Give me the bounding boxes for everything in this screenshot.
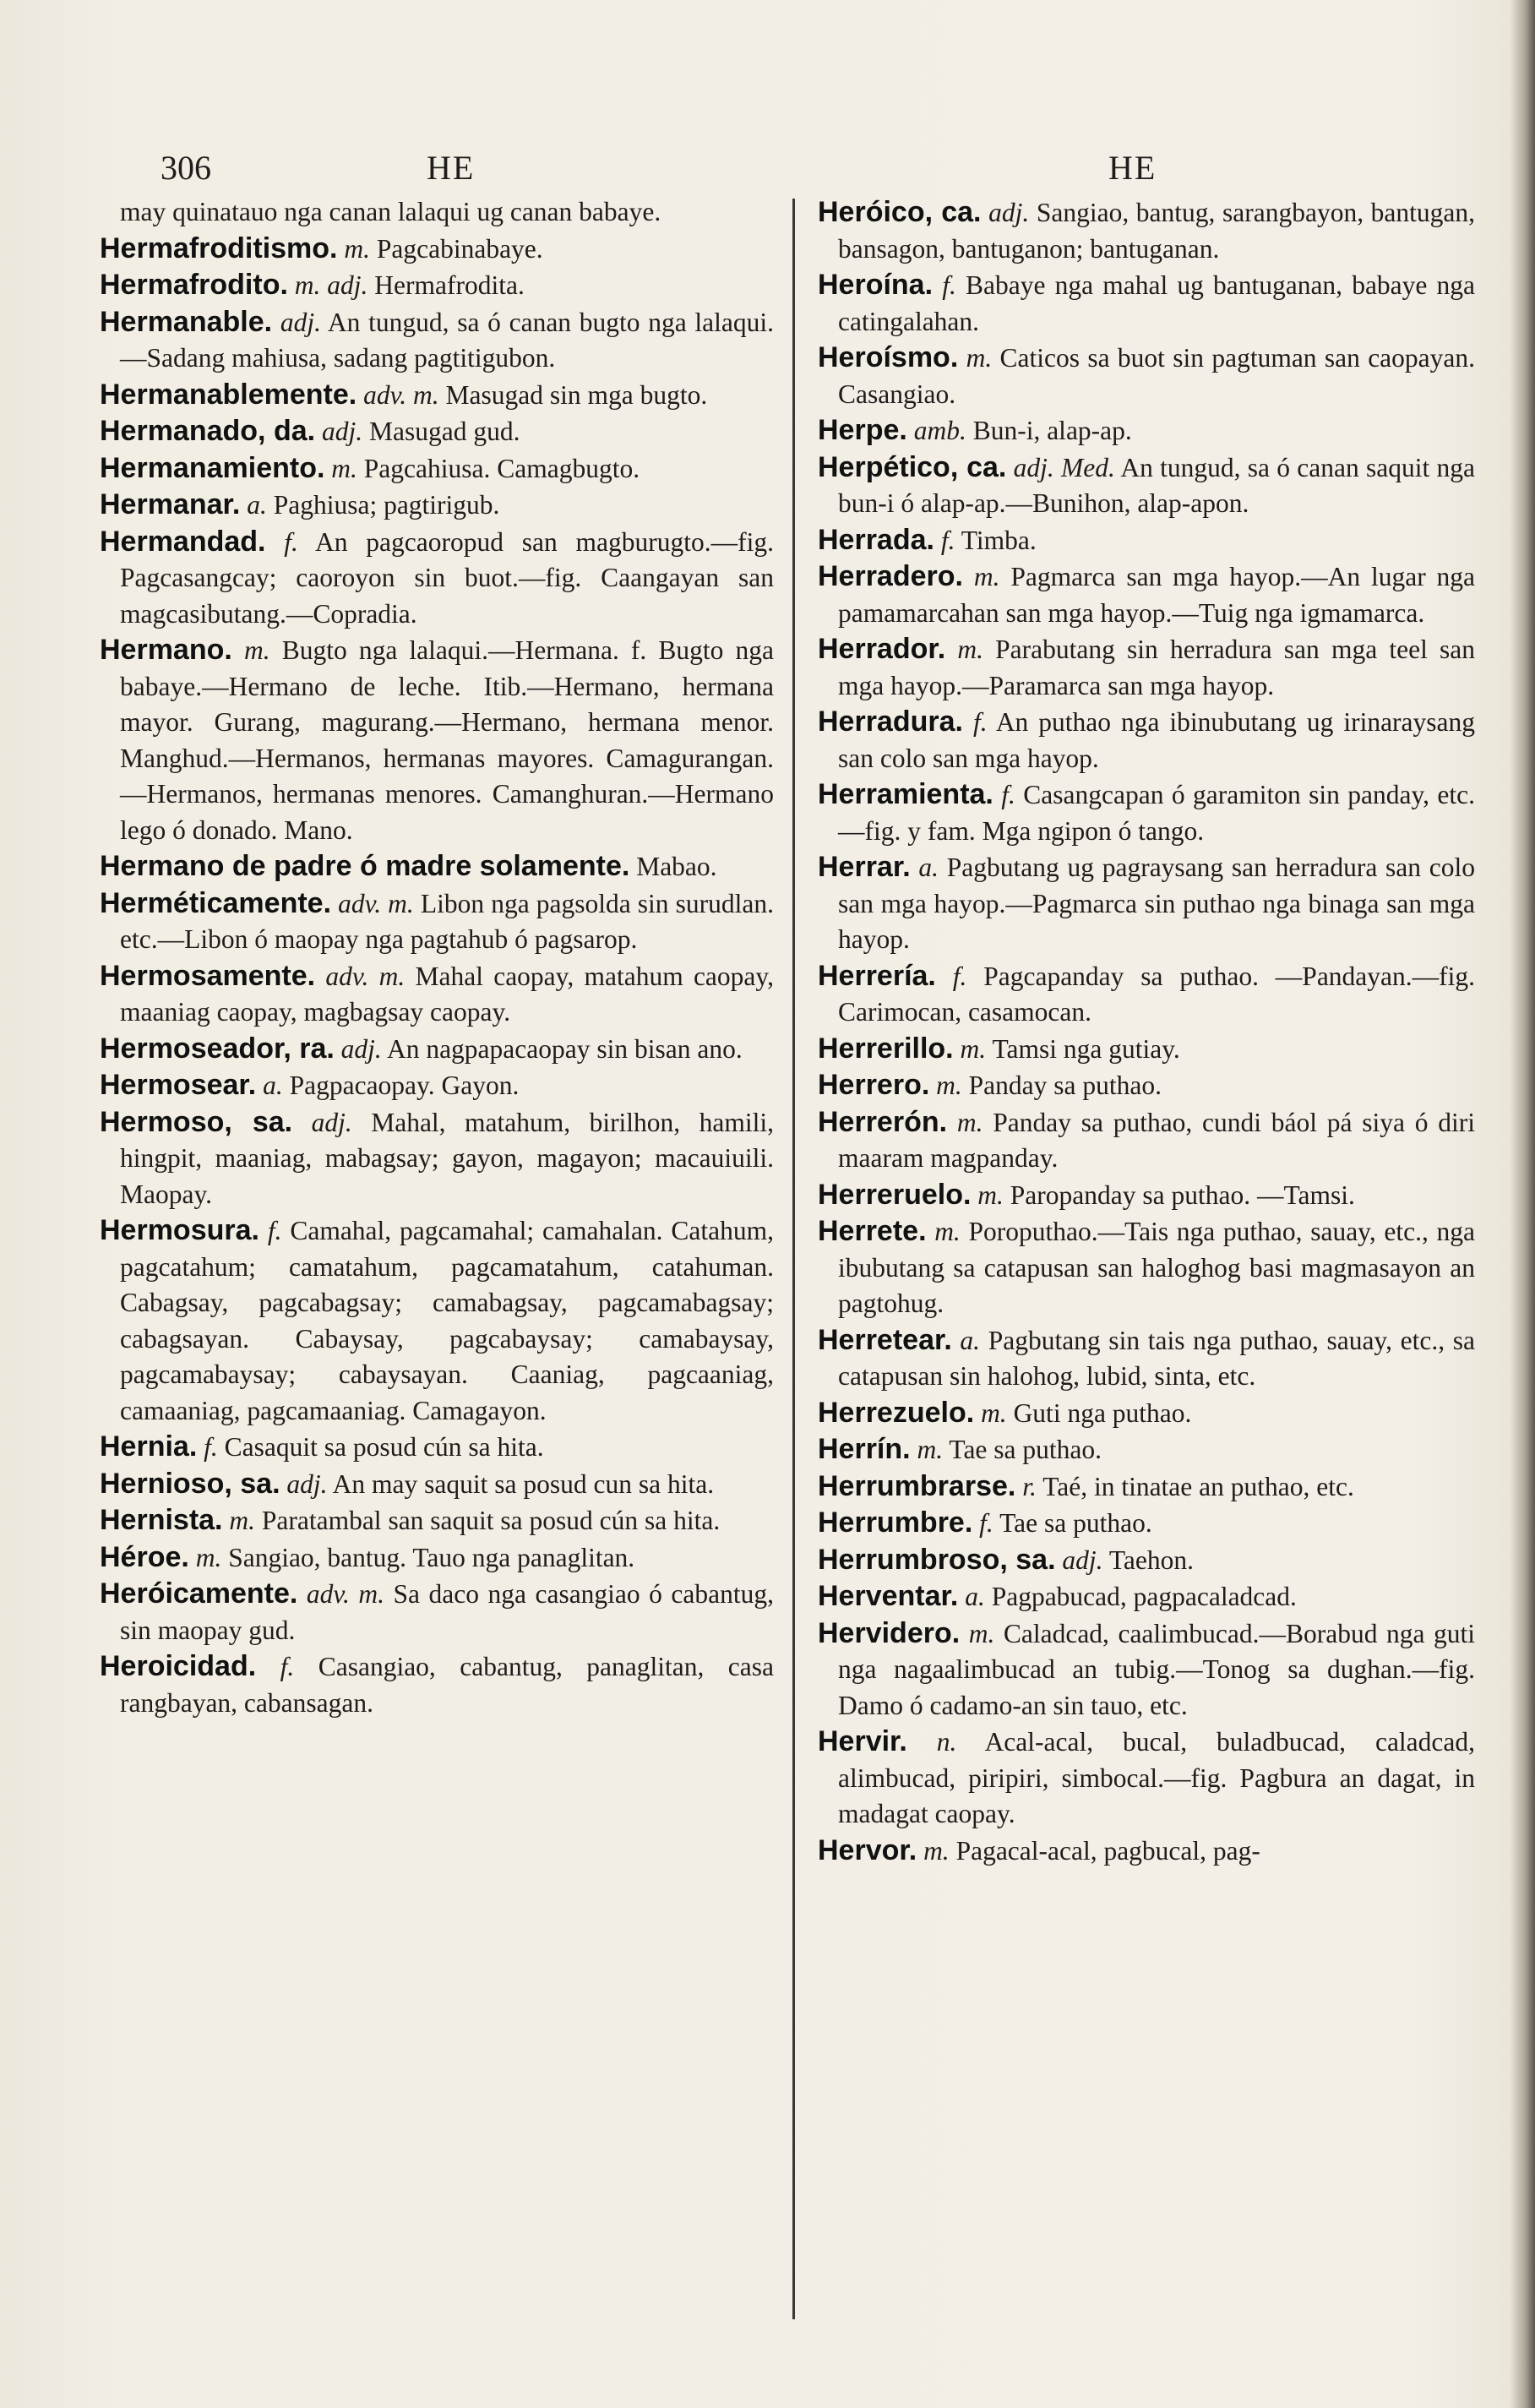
dictionary-entry	[818, 1322, 1475, 1395]
entry-grammar: adv. m.	[306, 1579, 384, 1609]
entry-headword: Heróico, ca.	[818, 196, 982, 228]
entry-grammar: a.	[965, 1582, 985, 1611]
entry-grammar: m.	[960, 1033, 987, 1064]
entry-grammar: adj.	[286, 1468, 328, 1499]
entry-definition: An tungud, sa ó canan saquit nga bun-i ó alap-ap.—Bunihon, alap-apon.	[838, 452, 1475, 518]
entry-headword: Hermafroditismo.	[100, 232, 338, 264]
entry-definition: Mahal, matahum, birilhon, hamili, hingpit, maaniag, mabagsay; gayon, magayon; macauiuili. Maopay.	[120, 1107, 775, 1209]
entry-headword: Hermano de padre ó madre solamente.	[100, 850, 630, 882]
entry-definition: Mahal caopay, matahum caopay, maaniag caopay, magbagsay caopay.	[120, 961, 774, 1027]
dictionary-entry	[100, 267, 774, 304]
entry-definition: Panday sa puthao, cundi báol pá siya ó diri maaram magpanday.	[838, 1107, 1476, 1173]
entry-headword: Hermoseador, ra.	[100, 1032, 335, 1065]
entry-definition: Tae sa puthao.	[999, 1508, 1152, 1538]
entry-headword: Herméticamente.	[100, 886, 332, 919]
entry-definition: Guti nga puthao.	[1013, 1397, 1192, 1428]
entry-definition: Mabao.	[636, 852, 717, 881]
entry-grammar: m.	[966, 343, 993, 373]
entry-definition: Masugad gud.	[368, 417, 520, 446]
entry-definition: Taehon.	[1108, 1544, 1194, 1575]
entry-headword: Hermafrodito.	[100, 269, 288, 301]
entry-headword: Herrerón.	[818, 1105, 948, 1138]
entry-headword: Hermandad.	[100, 525, 266, 558]
entry-headword: Hermosura.	[100, 1214, 259, 1246]
entry-definition: Sangiao, bantug, sarangbayon, bantugan, bansagon, bantuganon; bantuganan.	[838, 198, 1476, 264]
entry-grammar: m.	[229, 1506, 255, 1535]
entry-grammar: m.	[923, 1835, 950, 1866]
entry-definition: Taé, in tinatae an puthao, etc.	[1042, 1471, 1354, 1501]
entry-headword: Herrete.	[818, 1215, 927, 1247]
entry-definition: Caladcad, caalimbucad.—Borabud nga guti nga nagaalimbucad an tubig.—Tonog sa dughan.—fig. Damo ó cadamo-an sin tauo, etc.	[838, 1618, 1476, 1720]
entry-grammar: m.	[973, 562, 1000, 591]
entry-definition: Sangiao, bantug. Tauo nga panaglitan.	[228, 1542, 635, 1572]
entry-grammar: adv. m.	[325, 961, 406, 991]
dictionary-entry	[818, 1833, 1475, 1870]
entry-definition: Casangcapan ó garamiton sin panday, etc.—fig. y fam. Mga ngipon ó tango.	[838, 780, 1476, 846]
entry-definition: Casaquit sa posud cún sa hita.	[224, 1432, 544, 1462]
entry-headword: Herpe.	[818, 414, 907, 446]
dictionary-entry	[818, 1578, 1475, 1615]
dictionary-entry	[818, 1468, 1475, 1506]
entry-headword: Hervor.	[818, 1833, 917, 1866]
entry-definition: Pagbutang ug pagraysang san herradura san colo san mga hayop.—Pagmarca sin puthao nga binaga san mga hayop.	[838, 853, 1476, 954]
entry-headword: Herrumbroso, sa.	[818, 1543, 1056, 1576]
entry-grammar: f.	[940, 525, 955, 555]
dictionary-entry	[100, 1031, 774, 1068]
entry-definition: Paropanday sa puthao. —Tamsi.	[1010, 1179, 1355, 1210]
dictionary-entry	[818, 1177, 1475, 1214]
entry-definition: Pagcabinabaye.	[376, 233, 543, 264]
entry-definition: Pagacal-acal, pagbucal, pag-	[955, 1835, 1260, 1866]
entry-grammar: m.	[195, 1542, 222, 1572]
dictionary-entry	[818, 1615, 1475, 1724]
page-edge-shadow	[1510, 0, 1535, 2408]
entry-grammar: adj.	[280, 307, 321, 337]
dictionary-entry	[100, 1212, 774, 1429]
entry-headword: Herrero.	[818, 1069, 930, 1101]
dictionary-entry	[818, 449, 1475, 522]
entry-definition: Sa daco nga casangiao ó cabantug, sin maopay gud.	[120, 1579, 775, 1645]
entry-grammar: f.	[204, 1432, 218, 1462]
dictionary-entry	[100, 885, 774, 958]
entry-definition: An nagpapacaopay sin bisan ano.	[386, 1033, 743, 1064]
entry-headword: Herradero.	[818, 560, 963, 592]
dictionary-entry	[818, 776, 1475, 849]
dictionary-entry	[100, 487, 774, 524]
entry-definition: Caticos sa buot sin pagtuman san caopayan. Casangiao.	[838, 343, 1475, 409]
entry-grammar: m.	[344, 233, 370, 264]
entry-definition: Tae sa puthao.	[949, 1435, 1102, 1464]
column-divider	[792, 199, 795, 2319]
entry-headword: Hermanablemente.	[100, 378, 357, 411]
entry-headword: Hernioso, sa.	[100, 1467, 280, 1500]
entry-definition: Paghiusa; pagtirigub.	[273, 490, 500, 520]
entry-definition: Pagmarca san mga hayop.—An lugar nga pamamarcahan san mga hayop.—Tuig nga igmamarca.	[838, 562, 1476, 628]
entry-headword: Hernista.	[100, 1504, 223, 1536]
entry-grammar: f.	[267, 1216, 282, 1245]
entry-definition: Bun-i, alap-ap.	[972, 416, 1132, 445]
entry-definition: Poroputhao.—Tais nga puthao, sauay, etc., nga ibubutang sa catapusan san haloghog basi magmasayon an pagtohug.	[838, 1217, 1476, 1318]
dictionary-entry	[100, 958, 774, 1031]
entry-definition: Pagcapanday sa puthao. —Pandayan.—fig. Carimocan, casamocan.	[838, 961, 1476, 1027]
entry-grammar: f.	[284, 526, 298, 557]
right-column	[818, 194, 1475, 1869]
entry-grammar: m.	[917, 1435, 944, 1464]
entry-definition: Parabutang sin herradura san mga teel san mga hayop.—Paramarca san mga hayop.	[838, 635, 1475, 700]
entry-definition: An pagcaoropud san magburugto.—fig. Pagcasangcay; caoroyon sin buot.—fig. Caangayan san magcasibutang.—Copradia.	[120, 526, 775, 629]
entry-headword: Hermano.	[100, 634, 232, 666]
entry-grammar: m.	[936, 1071, 962, 1100]
entry-headword: Hermoso, sa.	[100, 1105, 293, 1138]
entry-headword: Hermanamiento.	[100, 451, 325, 484]
entry-grammar: amb.	[913, 416, 966, 445]
entry-grammar: f.	[1001, 780, 1015, 809]
entry-grammar: m.	[243, 635, 270, 665]
dictionary-entry	[100, 1648, 774, 1721]
dictionary-entry	[818, 1031, 1475, 1068]
entry-headword: Hermanado, da.	[100, 415, 316, 447]
entry-headword: Hermosear.	[100, 1069, 257, 1101]
entry-headword: Herventar.	[818, 1580, 959, 1612]
entry-headword: Herreruelo.	[818, 1178, 972, 1211]
entry-headword: Herrín.	[818, 1433, 911, 1465]
dictionary-entry	[100, 194, 774, 231]
entry-grammar: adj.	[988, 198, 1030, 227]
dictionary-entry	[818, 1542, 1475, 1579]
entry-grammar: a.	[918, 853, 939, 882]
dictionary-entry	[818, 1104, 1475, 1177]
entry-definition: Babaye nga mahal ug bantuganan, babaye nga catingalahan.	[838, 270, 1476, 336]
entry-headword: Herretear.	[818, 1323, 952, 1356]
entry-grammar: m. adj.	[294, 270, 368, 300]
dictionary-entry	[100, 1104, 774, 1213]
entry-grammar: adj.	[1062, 1544, 1103, 1575]
entry-definition: Pagpabucad, pagpacaladcad.	[991, 1582, 1297, 1611]
entry-grammar: m.	[968, 1618, 995, 1648]
entry-grammar: f.	[972, 707, 988, 737]
dictionary-entry	[818, 194, 1475, 267]
entry-definition: Acal-acal, bucal, buladbucad, caladcad, alimbucad, piripiri, simbocal.—fig. Pagbura an dagat, in madagat caopay.	[838, 1727, 1475, 1828]
dictionary-entry	[100, 1466, 774, 1503]
entry-headword: Heroísmo.	[818, 341, 959, 373]
entry-definition: Libon nga pagsolda sin surudlan. etc.—Libon ó maopay nga pagtahub ó pagsarop.	[120, 888, 774, 954]
entry-definition: An tungud, sa ó canan bugto nga lalaqui.—Sadang mahiusa, sadang pagtitigubon.	[120, 307, 775, 373]
dictionary-entry	[100, 231, 774, 268]
dictionary-entry	[818, 522, 1475, 559]
dictionary-entry	[818, 849, 1475, 958]
entry-definition: Timba.	[961, 525, 1037, 555]
dictionary-entry	[100, 632, 774, 848]
entry-definition: Bugto nga lalaqui.—Hermana. f. Bugto nga babaye.—Hermano de leche. Itib.—Hermano, hermana mayor. Gurang, magurang.—Hermano, hermana menor. Manghud.—Hermanos, hermanas mayores. Camagurangan.—Hermanos, hermanas menores. Camanghuran.—Hermano lego ó donado. Mano.	[120, 635, 775, 845]
entry-headword: Herramienta.	[818, 778, 993, 810]
entry-headword: Hervidero.	[818, 1616, 961, 1649]
entry-headword: Hernia.	[100, 1430, 198, 1463]
dictionary-entry	[818, 1395, 1475, 1432]
dictionary-entry	[818, 1431, 1475, 1468]
dictionary-entry	[100, 413, 774, 450]
entry-headword: Hermanable.	[100, 305, 273, 338]
entry-headword: Herrezuelo.	[818, 1396, 975, 1429]
dictionary-entry	[100, 524, 774, 633]
entry-definition: An puthao nga ibinubutang ug irinaraysang san colo san mga hayop.	[838, 707, 1476, 773]
entry-headword: Heróicamente.	[100, 1577, 298, 1610]
entry-grammar: m.	[981, 1397, 1007, 1428]
entry-grammar: a.	[247, 490, 267, 520]
dictionary-entry	[818, 1213, 1475, 1322]
dictionary-entry	[818, 1067, 1475, 1104]
entry-headword: Héroe.	[100, 1540, 189, 1573]
entry-grammar: a.	[263, 1071, 283, 1100]
entry-definition: Hermafrodita.	[374, 270, 525, 300]
dictionary-entry	[818, 958, 1475, 1031]
entry-grammar: adj.	[321, 417, 363, 446]
entry-definition: An may saquit sa posud cun sa hita.	[332, 1468, 715, 1499]
entry-definition: Camahal, pagcamahal; camahalan. Catahum, pagcatahum; camatahum, pagcamatahum, catahuman. Cabagsay, pagcabagsay; camabagsay, pagcamabagsay; cabagsayan. Cabaysay, pagcabaysay; camabaysay, pagcamabaysay; cabaysayan. Caaniag, pagcaaniag, camaaniag, pagcamaaniag. Camagayon.	[120, 1216, 775, 1425]
dictionary-entry	[100, 450, 774, 488]
entry-grammar: m.	[957, 635, 983, 664]
entry-headword: Herpético, ca.	[818, 450, 1007, 483]
entry-headword: Hermanar.	[100, 488, 241, 520]
dictionary-entry	[100, 1429, 774, 1466]
entry-headword: Herrada.	[818, 523, 934, 556]
entry-grammar: f.	[942, 270, 956, 300]
entry-grammar: adj.	[340, 1033, 382, 1064]
dictionary-entry	[818, 1505, 1475, 1542]
entry-grammar: m.	[977, 1179, 1004, 1210]
entry-grammar: a.	[960, 1325, 981, 1355]
dictionary-entry	[100, 1067, 774, 1104]
entry-headword: Herrador.	[818, 633, 946, 665]
entry-headword: Hermosamente.	[100, 959, 316, 992]
dictionary-entry	[100, 1539, 774, 1577]
entry-grammar: adj. Med.	[1013, 452, 1115, 482]
entry-headword: Heroína.	[818, 269, 934, 301]
entry-grammar: adj.	[311, 1107, 352, 1137]
entry-headword: Herrumbre.	[818, 1506, 973, 1539]
dictionary-entry	[818, 267, 1475, 340]
entry-grammar: adv. m.	[363, 379, 439, 410]
entry-grammar: f.	[952, 961, 967, 991]
entry-definition: Casangiao, cabantug, panaglitan, casa rangbayan, cabansagan.	[120, 1652, 775, 1718]
dictionary-entry	[100, 1502, 774, 1539]
entry-definition: Pagpacaopay. Gayon.	[289, 1071, 520, 1100]
entry-headword: Herrumbrarse.	[818, 1469, 1016, 1502]
dictionary-entry	[818, 412, 1475, 449]
entry-grammar: m.	[934, 1217, 961, 1246]
dictionary-entry	[818, 1724, 1475, 1833]
entry-headword: Herrar.	[818, 851, 911, 883]
entry-definition: may quinatauo nga canan lalaqui ug canan babaye.	[120, 197, 661, 226]
dictionary-entry	[818, 704, 1475, 776]
left-running-head: HE	[427, 149, 476, 187]
entry-grammar: n.	[936, 1727, 957, 1757]
entry-headword: Herradura.	[818, 706, 963, 738]
entry-definition: Paratambal san saquit sa posud cún sa hita.	[261, 1506, 721, 1535]
entry-headword: Herrerillo.	[818, 1032, 954, 1065]
entry-definition: Pagcahiusa. Camagbugto.	[363, 453, 640, 483]
entry-definition: Pagbutang sin tais nga puthao, sauay, etc., sa catapusan sin halohog, lubid, sinta, etc.	[838, 1325, 1475, 1391]
page-number: 306	[161, 149, 211, 187]
dictionary-entry	[100, 1576, 774, 1648]
dictionary-entry	[100, 377, 774, 414]
entry-headword: Herrería.	[818, 959, 936, 992]
dictionary-entry	[818, 340, 1475, 412]
entry-grammar: m.	[956, 1107, 983, 1137]
dictionary-entry	[100, 848, 774, 885]
dictionary-entry	[818, 558, 1475, 631]
entry-grammar: r.	[1022, 1471, 1037, 1501]
entry-headword: Heroicidad.	[100, 1650, 257, 1682]
dictionary-entry	[818, 631, 1475, 704]
entry-definition: Panday sa puthao.	[968, 1071, 1162, 1100]
left-column	[100, 194, 774, 1721]
right-running-head: HE	[1108, 149, 1157, 187]
entry-definition: Tamsi nga gutiay.	[992, 1033, 1180, 1064]
entry-grammar: f.	[280, 1652, 295, 1681]
entry-headword: Hervir.	[818, 1725, 907, 1757]
entry-grammar: m.	[331, 453, 357, 483]
entry-definition: Masugad sin mga bugto.	[445, 379, 708, 410]
entry-grammar: f.	[979, 1508, 993, 1538]
entry-grammar: adv. m.	[338, 888, 414, 918]
dictionary-entry	[100, 304, 774, 377]
